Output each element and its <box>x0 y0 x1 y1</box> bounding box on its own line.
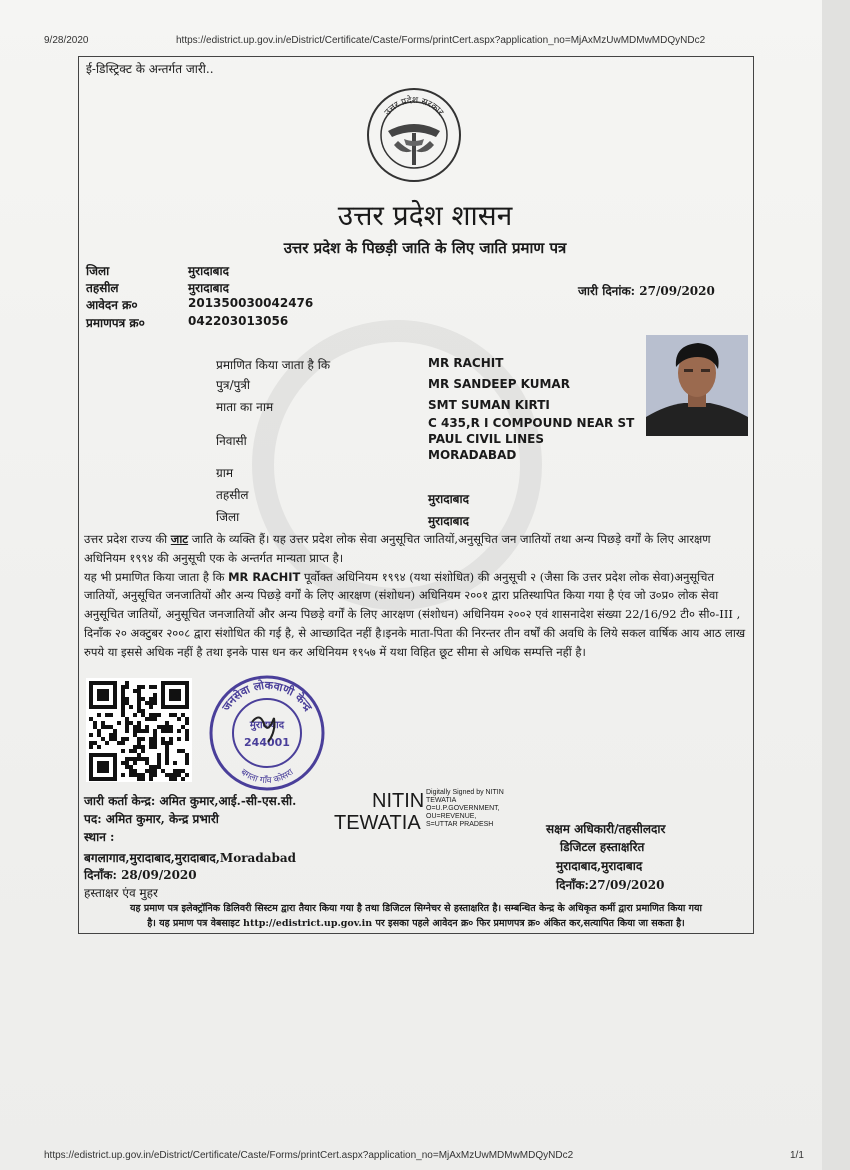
father-name: MR SANDEEP KUMAR <box>428 377 570 391</box>
person-district-value: मुरादाबाद <box>428 514 470 528</box>
caste-paragraph <box>84 530 748 662</box>
print-url-bottom[interactable]: https://edistrict.up.gov.in/eDistrict/Certificate/Caste/Forms/printCert.aspx?application_no=MjAxMzUwMDMwMDQyNDc2 <box>44 1150 574 1161</box>
svg-text:बगला गाँव कोसरा: बगला गाँव कोसरा <box>238 767 296 787</box>
address-line-3: MORADABAD <box>428 448 517 462</box>
caste-name: जाट <box>170 532 189 546</box>
emblem-ring-text <box>366 87 462 183</box>
tehsil-value: मुरादाबाद <box>188 281 230 295</box>
svg-text:244001: 244001 <box>244 736 290 749</box>
signer-name-first: NITIN <box>372 790 425 812</box>
print-url-top[interactable]: https://edistrict.up.gov.in/eDistrict/Certificate/Caste/Forms/printCert.aspx?application_no=MjAxMzUwMDMwMDQyNDc2 <box>176 35 706 46</box>
sig-detail-5: S=UTTAR PRADESH <box>426 821 494 828</box>
verification-line-2: है। यह प्रमाण पत्र वेबसाइट http://edistrict.up.gov.in पर इसका पहले आवेदन क्र० फिर प्रमाणपत्र क्र० अंकित कर,सत्यापित किया जा सकता है। <box>147 918 685 929</box>
page-count: 1/1 <box>790 1150 804 1161</box>
para2-end: पूर्वोक्त अधिनियम १९९४ (यथा संशोधित) की अनुसूची २ (जैसा कि उत्तर प्रदेश लोक सेवा)अनुसूचित जातियों, अनुसूचित जनजातियों और अन्य पिछड़े वर्गों के लिए आरक्षण (संशोधन) अधिनियम २००१ द्वारा प्रतिस्थापित किया गया है एंव जो उ०प्र० लोक सेवा अनुसूचित जातियों, अनुसूचित जनजातियों और अन्य पिछड़े वर्गों के लिए आरक्षण (संशोधन) अधिनियम २००२ एवं शासनादेश संख्या 22/16/92 टी० सी०-III , दिनाँक २० अक्टुबर २००८ द्वारा संशोधित की गई है, से आच्छादित नहीं है।इनके माता-पिता की निरन्तर तीन वर्षों की अवधि के लिये सकल वार्षिक आय आठ लाख रुपये या इससे अधिक नहीं है तथा इनके पास धन कर अधिनियम १९५७ में यथा विहित छूट सीमा से अधिक सम्पत्ति नहीं है। <box>84 569 746 659</box>
person-tehsil-value: मुरादाबाद <box>428 492 470 506</box>
address-line-1: C 435,R I COMPOUND NEAR ST <box>428 416 635 430</box>
place-value: बगलागाव,मुरादाबाद,मुरादाबाद,Moradabad <box>84 851 297 865</box>
signer-name-last: TEWATIA <box>334 812 421 834</box>
svg-text:जनसेवा लोकवाणी केन्द्र: जनसेवा लोकवाणी केन्द्र <box>219 678 315 714</box>
issuer-post: पद: अमित कुमार, केन्द्र प्रभारी <box>84 812 219 826</box>
certified-label: प्रमाणित किया जाता है कि <box>216 358 331 372</box>
para2-name: MR RACHIT <box>228 569 301 584</box>
address <box>428 415 634 463</box>
address-line-2: PAUL CIVIL LINES <box>428 432 545 446</box>
sig-detail-3: O=U.P.GOVERNMENT, <box>426 805 500 812</box>
para2-start: यह भी प्रमाणित किया जाता है कि <box>84 569 229 584</box>
resident-label: निवासी <box>216 434 247 448</box>
signature-seal-label: हस्ताक्षर एंव मुहर <box>84 886 158 900</box>
district-label: जिला <box>86 264 110 278</box>
tehsil-label: तहसील <box>86 281 119 295</box>
issued-under-text: ई-डिस्ट्रिक्ट के अन्तर्गत जारी.. <box>86 62 214 76</box>
person-tehsil-label: तहसील <box>216 488 249 502</box>
officer-date: दिनाँक:27/09/2020 <box>556 878 665 892</box>
para1-start: उत्तर प्रदेश राज्य की <box>84 532 171 546</box>
issue-date: जारी दिनांक: 27/09/2020 <box>578 284 715 298</box>
certificate-number: 042203013056 <box>188 314 289 328</box>
verification-note <box>84 901 748 931</box>
issuer-date: दिनाँक: 28/09/2020 <box>84 868 197 882</box>
center-seal-stamp <box>204 672 330 794</box>
print-date: 9/28/2020 <box>44 35 89 46</box>
signature-details <box>426 789 504 829</box>
svg-text:मुरादाबाद: मुरादाबाद <box>249 720 285 731</box>
person-district-label: जिला <box>216 510 240 524</box>
mother-label: माता का नाम <box>216 400 274 414</box>
document-subtitle: उत्तर प्रदेश के पिछड़ी जाति के लिए जाति प्रमाण पत्र <box>283 239 567 257</box>
document-title: उत्तर प्रदेश शासन <box>337 199 513 232</box>
district-value: मुरादाबाद <box>188 264 230 278</box>
application-label: आवेदन क्र० <box>86 298 138 312</box>
verification-line-1: यह प्रमाण पत्र इलेक्ट्रॉनिक डिलिवरी सिस्टम द्वारा तैयार किया गया है तथा डिजिटल सिग्नेचर से हस्ताक्षरित है। सम्बन्धित केन्द्र के अधिकृत कर्मी द्वारा प्रमाणित किया गया <box>129 903 702 914</box>
qr-code <box>86 678 192 782</box>
application-number: 201350030042476 <box>188 296 314 310</box>
svg-text:उत्तर प्रदेश सरकार: उत्तर प्रदेश सरकार <box>383 95 446 118</box>
relation-label: पुत्र/पुत्री <box>216 378 251 392</box>
officer-signed: डिजिटल हस्ताक्षरित <box>560 840 645 854</box>
officer-place: मुरादाबाद,मुरादाबाद <box>556 859 643 873</box>
sig-detail-1: Digitally Signed by NITIN <box>426 789 504 796</box>
mother-name: SMT SUMAN KIRTI <box>428 398 550 412</box>
village-label: ग्राम <box>216 466 234 480</box>
page-edge <box>822 0 850 1170</box>
applicant-photo <box>646 335 748 436</box>
place-label: स्थान : <box>84 830 115 844</box>
officer-title: सक्षम अधिकारी/तहसीलदार <box>546 822 666 836</box>
sig-detail-2: TEWATIA <box>426 797 457 804</box>
sig-detail-4: OU=REVENUE, <box>426 813 477 820</box>
para1-end: जाति के व्यक्ति हैं। यह उत्तर प्रदेश लोक सेवा अनुसूचित जातियों,अनुसूचित जन जातियों तथा अन्य पिछड़े वर्गों के लिए आरक्षण अधिनियम १९९४ की अनुसूची एक के अन्तर्गत मान्यता प्राप्त है। <box>84 532 711 565</box>
issuer-center: जारी कर्ता केन्द्र: अमित कुमार,आई.-सी-एस.सी. <box>84 794 297 808</box>
applicant-name: MR RACHIT <box>428 356 504 370</box>
certificate-label: प्रमाणपत्र क्र० <box>86 316 145 330</box>
